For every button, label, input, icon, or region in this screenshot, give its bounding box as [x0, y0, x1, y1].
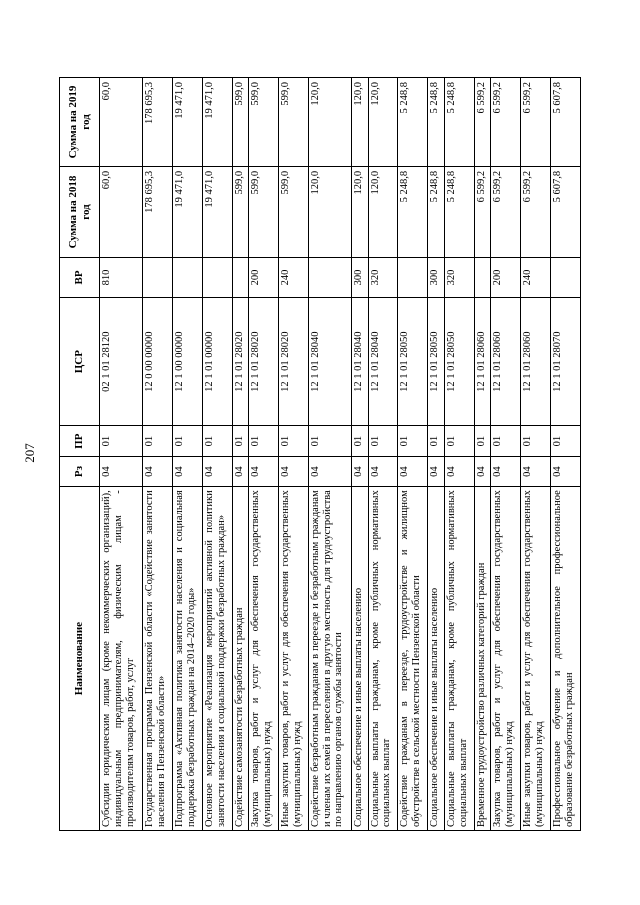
row-name: Субсидии юридическим лицам (кроме некоммерческих организаций), индивидуальным предпринимателям, физическим лицам - производителям товаров, работ, услуг	[100, 487, 143, 831]
table-row	[249, 78, 279, 831]
row-pr: 01	[444, 426, 474, 456]
row-sum-2018: 6 599,2	[491, 166, 521, 257]
row-rz: 04	[474, 456, 491, 486]
table-row	[351, 78, 368, 831]
header-sum-2018: Сумма на 2018 год	[60, 166, 100, 257]
row-vr	[308, 258, 351, 298]
row-vr	[551, 258, 581, 298]
row-csr: 12 1 01 28020	[279, 297, 309, 426]
row-csr: 12 1 01 28040	[308, 297, 351, 426]
row-csr: 12 0 00 00000	[143, 297, 173, 426]
row-pr: 01	[428, 426, 445, 456]
row-pr: 01	[202, 426, 232, 456]
row-pr: 01	[368, 426, 398, 456]
row-sum-2018: 6 599,2	[521, 166, 551, 257]
row-name: Содействие самозанятости безработных граждан	[232, 487, 249, 831]
row-name: Социальное обеспечение и иные выплаты населению	[351, 487, 368, 831]
row-sum-2019: 60,0	[100, 78, 143, 167]
row-pr: 01	[491, 426, 521, 456]
row-rz: 04	[521, 456, 551, 486]
row-sum-2019: 178 695,3	[143, 78, 173, 167]
row-csr: 12 1 01 28040	[351, 297, 368, 426]
row-csr: 12 1 01 28050	[398, 297, 428, 426]
row-rz: 04	[308, 456, 351, 486]
row-pr: 01	[100, 426, 143, 456]
row-name: Закупка товаров, работ и услуг для обеспечения государственных (муниципальных) нужд	[491, 487, 521, 831]
table-header	[60, 78, 100, 831]
table-row	[428, 78, 445, 831]
header-pr: ПР	[60, 426, 100, 456]
page-number-text: 207	[22, 443, 37, 463]
row-csr: 12 1 01 28060	[474, 297, 491, 426]
table-row	[551, 78, 581, 831]
row-sum-2018: 19 471,0	[172, 166, 202, 257]
row-sum-2019: 599,0	[232, 78, 249, 167]
row-sum-2019: 19 471,0	[202, 78, 232, 167]
row-sum-2019: 120,0	[308, 78, 351, 167]
row-vr: 200	[491, 258, 521, 298]
row-name: Профессиональное обучение и дополнительное профессиональное образование безработных граждан	[551, 487, 581, 831]
row-vr	[398, 258, 428, 298]
row-vr: 240	[279, 258, 309, 298]
header-row	[60, 78, 100, 831]
row-pr: 01	[398, 426, 428, 456]
table-body	[100, 78, 581, 831]
row-name: Основное мероприятие «Реализация мероприятий активной политики занятости населения и социальной поддержки безработных граждан»	[202, 487, 232, 831]
rotated-table-container	[59, 77, 581, 831]
row-sum-2019: 5 248,8	[444, 78, 474, 167]
row-rz: 04	[143, 456, 173, 486]
row-sum-2019: 6 599,2	[474, 78, 491, 167]
row-csr: 12 1 01 28050	[428, 297, 445, 426]
row-rz: 04	[351, 456, 368, 486]
table-row	[491, 78, 521, 831]
row-csr: 02 1 01 28120	[100, 297, 143, 426]
row-vr: 810	[100, 258, 143, 298]
row-sum-2018: 5 248,8	[444, 166, 474, 257]
row-name: Иные закупки товаров, работ и услуг для обеспечения государственных (муниципальных) нужд	[279, 487, 309, 831]
row-vr	[172, 258, 202, 298]
row-sum-2019: 19 471,0	[172, 78, 202, 167]
row-sum-2019: 5 248,8	[398, 78, 428, 167]
header-name: Наименование	[60, 487, 100, 831]
row-csr: 12 1 01 28020	[232, 297, 249, 426]
row-sum-2018: 6 599,2	[474, 166, 491, 257]
table-row	[521, 78, 551, 831]
row-rz: 04	[249, 456, 279, 486]
row-csr: 12 1 01 28020	[249, 297, 279, 426]
row-name: Содействие безработным гражданам в переезде и безработным гражданам и членам их семей в переселении в другую местность для трудоустройства по направлению органов службы занятости	[308, 487, 351, 831]
budget-table	[59, 77, 581, 831]
row-rz: 04	[551, 456, 581, 486]
row-name: Содействие гражданам в переезде, трудоустройстве и жилищном обустройстве в сельской местности Пензенской области	[398, 487, 428, 831]
row-name: Социальные выплаты гражданам, кроме публичных нормативных социальных выплат	[444, 487, 474, 831]
header-vr: ВР	[60, 258, 100, 298]
table-row	[202, 78, 232, 831]
table-row	[172, 78, 202, 831]
row-vr: 240	[521, 258, 551, 298]
row-sum-2018: 5 248,8	[398, 166, 428, 257]
row-csr: 12 1 01 28060	[491, 297, 521, 426]
row-vr: 300	[351, 258, 368, 298]
row-sum-2019: 6 599,2	[491, 78, 521, 167]
row-vr	[232, 258, 249, 298]
table-row	[279, 78, 309, 831]
row-csr: 12 1 01 28060	[521, 297, 551, 426]
row-rz: 04	[444, 456, 474, 486]
row-pr: 01	[232, 426, 249, 456]
row-rz: 04	[172, 456, 202, 486]
row-sum-2019: 599,0	[279, 78, 309, 167]
row-vr	[474, 258, 491, 298]
table-row	[368, 78, 398, 831]
table-row	[444, 78, 474, 831]
row-rz: 04	[202, 456, 232, 486]
page-number	[20, 442, 40, 464]
row-sum-2018: 599,0	[249, 166, 279, 257]
row-pr: 01	[474, 426, 491, 456]
row-vr: 300	[428, 258, 445, 298]
row-sum-2019: 6 599,2	[521, 78, 551, 167]
row-name: Государственная программа Пензенской области «Содействие занятости населения в Пензенской области»	[143, 487, 173, 831]
row-sum-2018: 599,0	[279, 166, 309, 257]
row-pr: 01	[551, 426, 581, 456]
row-sum-2018: 5 248,8	[428, 166, 445, 257]
row-sum-2019: 120,0	[351, 78, 368, 167]
row-name: Временное трудоустройство различных категорий граждан	[474, 487, 491, 831]
row-sum-2018: 19 471,0	[202, 166, 232, 257]
table-row	[308, 78, 351, 831]
table-row	[143, 78, 173, 831]
header-rz: Рз	[60, 456, 100, 486]
row-rz: 04	[232, 456, 249, 486]
row-rz: 04	[398, 456, 428, 486]
row-csr: 12 1 01 00000	[202, 297, 232, 426]
table-row	[398, 78, 428, 831]
row-csr: 12 1 01 28050	[444, 297, 474, 426]
row-pr: 01	[351, 426, 368, 456]
row-csr: 12 1 00 00000	[172, 297, 202, 426]
row-sum-2018: 60,0	[100, 166, 143, 257]
row-rz: 04	[100, 456, 143, 486]
row-sum-2018: 120,0	[308, 166, 351, 257]
row-pr: 01	[249, 426, 279, 456]
header-sum-2019: Сумма на 2019 год	[60, 78, 100, 167]
row-name: Социальные выплаты гражданам, кроме публичных нормативных социальных выплат	[368, 487, 398, 831]
row-sum-2018: 120,0	[351, 166, 368, 257]
row-sum-2018: 120,0	[368, 166, 398, 257]
row-csr: 12 1 01 28070	[551, 297, 581, 426]
row-sum-2019: 599,0	[249, 78, 279, 167]
row-sum-2018: 5 607,8	[551, 166, 581, 257]
row-rz: 04	[279, 456, 309, 486]
row-sum-2019: 5 248,8	[428, 78, 445, 167]
row-pr: 01	[279, 426, 309, 456]
row-sum-2018: 178 695,3	[143, 166, 173, 257]
table-row	[474, 78, 491, 831]
row-pr: 01	[143, 426, 173, 456]
row-pr: 01	[172, 426, 202, 456]
row-sum-2019: 5 607,8	[551, 78, 581, 167]
row-vr: 320	[444, 258, 474, 298]
row-csr: 12 1 01 28040	[368, 297, 398, 426]
header-csr: ЦСР	[60, 297, 100, 426]
row-name: Подпрограмма «Активная политика занятости населения и социальная поддержка безработных граждан на 2014–2020 годы»	[172, 487, 202, 831]
row-rz: 04	[428, 456, 445, 486]
row-vr: 320	[368, 258, 398, 298]
table-row	[232, 78, 249, 831]
row-pr: 01	[308, 426, 351, 456]
row-name: Закупка товаров, работ и услуг для обеспечения государственных (муниципальных) нужд	[249, 487, 279, 831]
row-rz: 04	[491, 456, 521, 486]
row-vr	[143, 258, 173, 298]
table-row	[100, 78, 143, 831]
row-sum-2018: 599,0	[232, 166, 249, 257]
row-rz: 04	[368, 456, 398, 486]
row-name: Социальное обеспечение и иные выплаты населению	[428, 487, 445, 831]
row-sum-2019: 120,0	[368, 78, 398, 167]
row-vr	[202, 258, 232, 298]
row-pr: 01	[521, 426, 551, 456]
row-name: Иные закупки товаров, работ и услуг для обеспечения государственных (муниципальных) нужд	[521, 487, 551, 831]
row-vr: 200	[249, 258, 279, 298]
